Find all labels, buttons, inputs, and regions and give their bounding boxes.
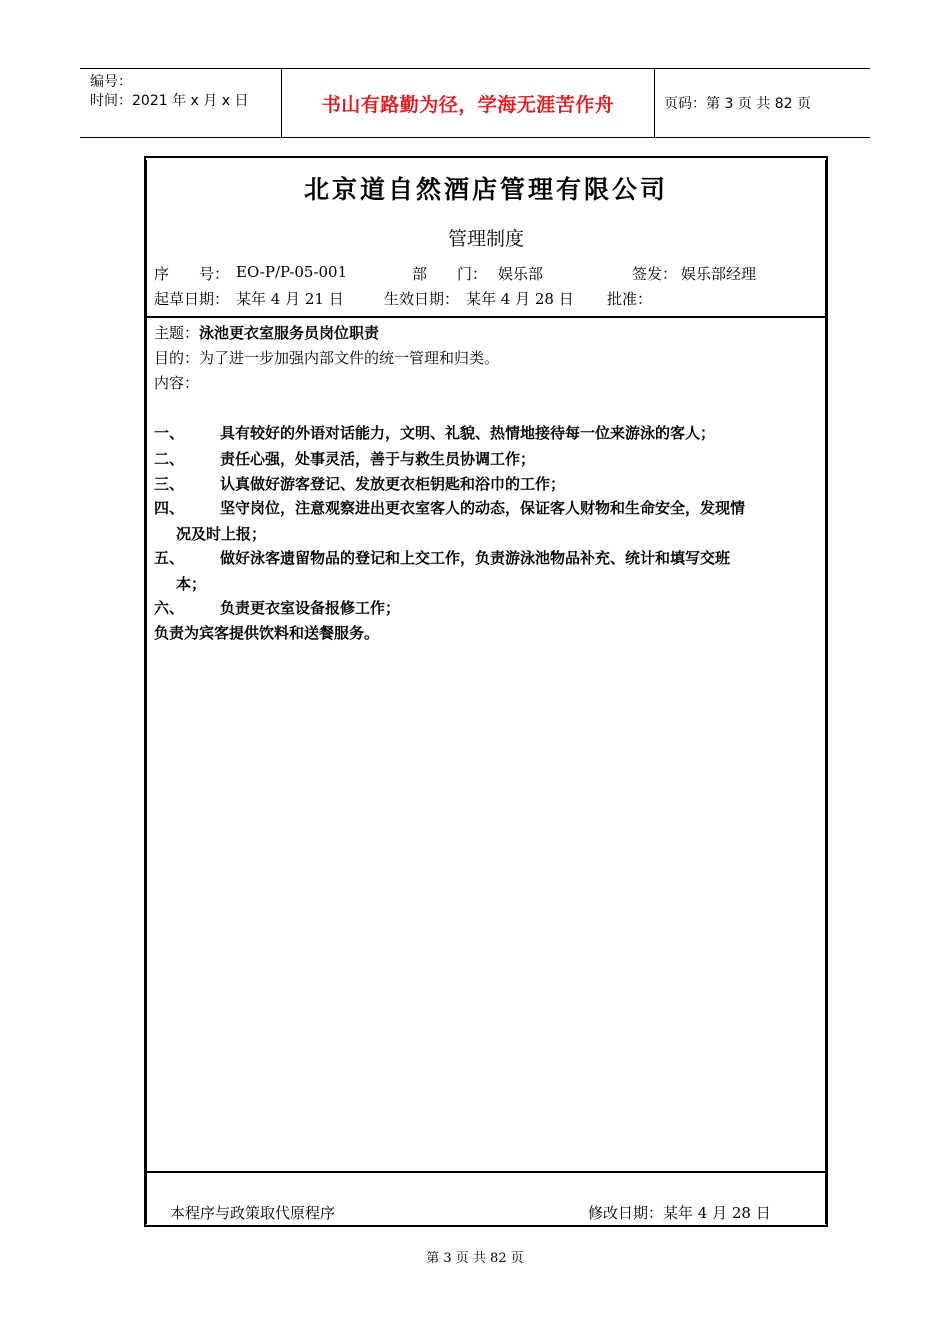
last-line: 负责为宾客提供饮料和送餐服务。	[154, 624, 380, 642]
approve-label: 批准：	[607, 290, 653, 308]
revision-date: 修改日期：某年 4 月 28 日	[588, 1204, 771, 1222]
number-label: 编号：	[90, 74, 132, 90]
item-number: 四、	[154, 499, 185, 517]
item-text: 认真做好游客登记、发放更衣柜钥匙和浴巾的工作；	[220, 475, 566, 493]
company-name: 北京道自然酒店管理有限公司	[303, 175, 668, 204]
sign-label: 签发：	[632, 265, 678, 283]
serial-value: EO-P/P-05-001	[236, 263, 348, 281]
serial-label: 序 号：	[154, 265, 230, 283]
item-text: 具有较好的外语对话能力，文明、礼貌、热情地接待每一位来游泳的客人；	[220, 424, 716, 442]
dept-label: 部 门：	[412, 265, 488, 283]
subject-label: 主题：	[154, 324, 200, 342]
effective-value: 某年 4 月 28 日	[466, 290, 574, 308]
page-header	[80, 68, 870, 138]
content-label: 内容：	[154, 374, 200, 392]
sign-value: 娱乐部经理	[681, 265, 757, 283]
item-text-continued: 况及时上报；	[176, 525, 267, 543]
item-number: 二、	[154, 450, 185, 468]
item-text: 坚守岗位，注意观察进出更衣室客人的动态，保证客人财物和生命安全，发现情	[220, 499, 746, 517]
list-item	[154, 545, 818, 597]
item-number: 六、	[154, 599, 185, 617]
item-text: 负责更衣室设备报修工作；	[220, 599, 401, 617]
time-label: 时间：2021 年 x 月 x 日	[90, 93, 249, 109]
footer-note: 本程序与政策取代原程序	[170, 1204, 336, 1222]
frame-inner-line	[146, 160, 147, 1224]
document-subtitle: 管理制度	[447, 228, 524, 250]
draft-label: 起草日期：	[154, 290, 230, 308]
item-text: 做好泳客遗留物品的登记和上交工作，负责游泳池物品补充、统计和填写交班	[220, 549, 731, 567]
list-item	[154, 495, 818, 547]
footer-divider	[146, 1171, 826, 1173]
motto: 书山有路勤为径，学海无涯苦作舟	[321, 93, 615, 116]
page-footer: 第 3 页 共 82 页	[426, 1251, 524, 1266]
subject-value: 泳池更衣室服务员岗位职责	[199, 324, 380, 342]
section-divider	[146, 316, 826, 318]
effective-label: 生效日期：	[384, 290, 460, 308]
header-left	[90, 73, 248, 111]
page-info: 页码：第 3 页 共 82 页	[664, 96, 811, 112]
purpose-line: 目的：为了进一步加强内部文件的统一管理和归类。	[154, 349, 500, 367]
frame-inner-line	[825, 160, 826, 1224]
item-text: 责任心强，处事灵活，善于与救生员协调工作；	[220, 450, 536, 468]
dept-value: 娱乐部	[498, 265, 544, 283]
item-number: 三、	[154, 475, 185, 493]
draft-value: 某年 4 月 21 日	[236, 290, 344, 308]
subject-line	[154, 321, 379, 346]
header-divider	[654, 69, 655, 137]
item-number: 五、	[154, 549, 185, 567]
item-text-continued: 本；	[176, 575, 207, 593]
item-number: 一、	[154, 424, 185, 442]
